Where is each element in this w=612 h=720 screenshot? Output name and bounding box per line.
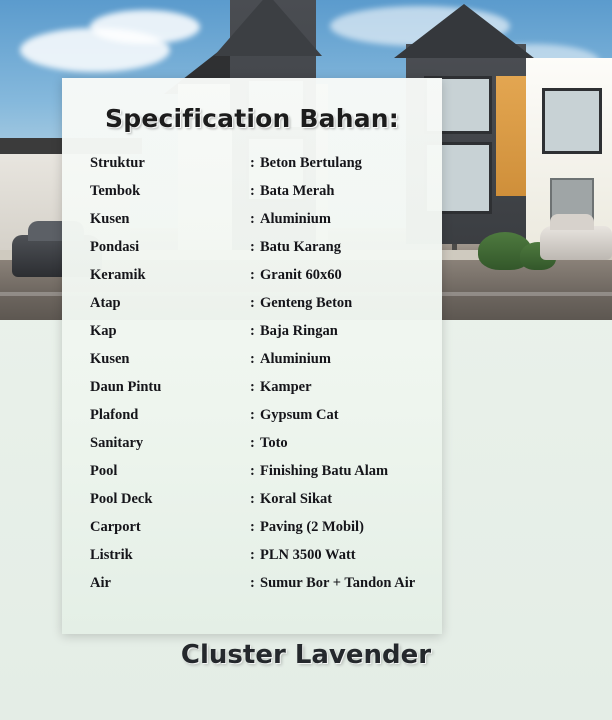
spec-label: Pool — [90, 463, 118, 479]
spec-value: Bata Merah — [260, 183, 335, 199]
spec-label: Sanitary — [90, 435, 144, 451]
spec-value: Sumur Bor + Tandon Air — [260, 575, 416, 591]
spec-value: Genteng Beton — [260, 295, 353, 311]
spec-label: Carport — [90, 519, 141, 535]
right-house-gable — [394, 4, 534, 58]
spec-label: Atap — [90, 295, 121, 311]
spec-value: Batu Karang — [260, 239, 341, 255]
spec-separator: : — [250, 211, 255, 227]
specification-card — [62, 78, 442, 634]
spec-value: Baja Ringan — [260, 323, 338, 339]
spec-label: Struktur — [90, 155, 145, 171]
spec-row — [90, 407, 442, 435]
cluster-name: Cluster Lavender — [180, 640, 432, 670]
spec-label: Listrik — [90, 547, 133, 563]
spec-label: Pondasi — [90, 239, 140, 255]
spec-row — [90, 463, 442, 491]
center-house-gable — [214, 0, 322, 56]
spec-separator: : — [250, 379, 255, 395]
specification-title: Specification Bahan: — [105, 104, 399, 133]
spec-label: Kusen — [90, 211, 130, 227]
spec-row — [90, 323, 442, 351]
spec-separator: : — [250, 155, 255, 171]
spec-separator: : — [250, 575, 255, 591]
spec-row — [90, 267, 442, 295]
spec-value: PLN 3500 Watt — [260, 547, 356, 563]
spec-separator: : — [250, 435, 255, 451]
spec-value: Finishing Batu Alam — [260, 463, 389, 479]
right-house-window — [542, 88, 602, 154]
specification-list — [62, 155, 442, 603]
spec-row — [90, 379, 442, 407]
spec-label: Air — [90, 575, 111, 591]
spec-row — [90, 351, 442, 379]
spec-value: Gypsum Cat — [260, 407, 339, 423]
spec-row — [90, 211, 442, 239]
spec-separator: : — [250, 547, 255, 563]
spec-label: Keramik — [90, 267, 146, 283]
spec-separator: : — [250, 519, 255, 535]
spec-label: Daun Pintu — [90, 379, 162, 395]
parked-car-right — [540, 226, 612, 260]
spec-row — [90, 519, 442, 547]
spec-label: Kap — [90, 323, 117, 339]
spec-label: Plafond — [90, 407, 139, 423]
spec-label: Pool Deck — [90, 491, 153, 507]
spec-separator: : — [250, 491, 255, 507]
spec-value: Toto — [260, 435, 288, 451]
spec-value: Beton Bertulang — [260, 155, 362, 171]
spec-separator: : — [250, 267, 255, 283]
spec-row — [90, 183, 442, 211]
spec-separator: : — [250, 463, 255, 479]
right-house-accent-panel — [496, 76, 530, 196]
spec-separator: : — [250, 183, 255, 199]
spec-row — [90, 295, 442, 323]
spec-separator: : — [250, 239, 255, 255]
spec-row — [90, 575, 442, 603]
spec-value: Aluminium — [260, 211, 331, 227]
spec-separator: : — [250, 407, 255, 423]
footer — [0, 640, 612, 670]
spec-row — [90, 155, 442, 183]
spec-row — [90, 239, 442, 267]
spec-value: Aluminium — [260, 351, 331, 367]
spec-value: Granit 60x60 — [260, 267, 342, 283]
spec-label: Tembok — [90, 183, 141, 199]
spec-row — [90, 435, 442, 463]
spec-row — [90, 491, 442, 519]
spec-value: Kamper — [260, 379, 312, 395]
spec-separator: : — [250, 295, 255, 311]
spec-value: Koral Sikat — [260, 491, 333, 507]
spec-label: Kusen — [90, 351, 130, 367]
spec-separator: : — [250, 323, 255, 339]
spec-value: Paving (2 Mobil) — [260, 519, 364, 535]
spec-separator: : — [250, 351, 255, 367]
spec-row — [90, 547, 442, 575]
